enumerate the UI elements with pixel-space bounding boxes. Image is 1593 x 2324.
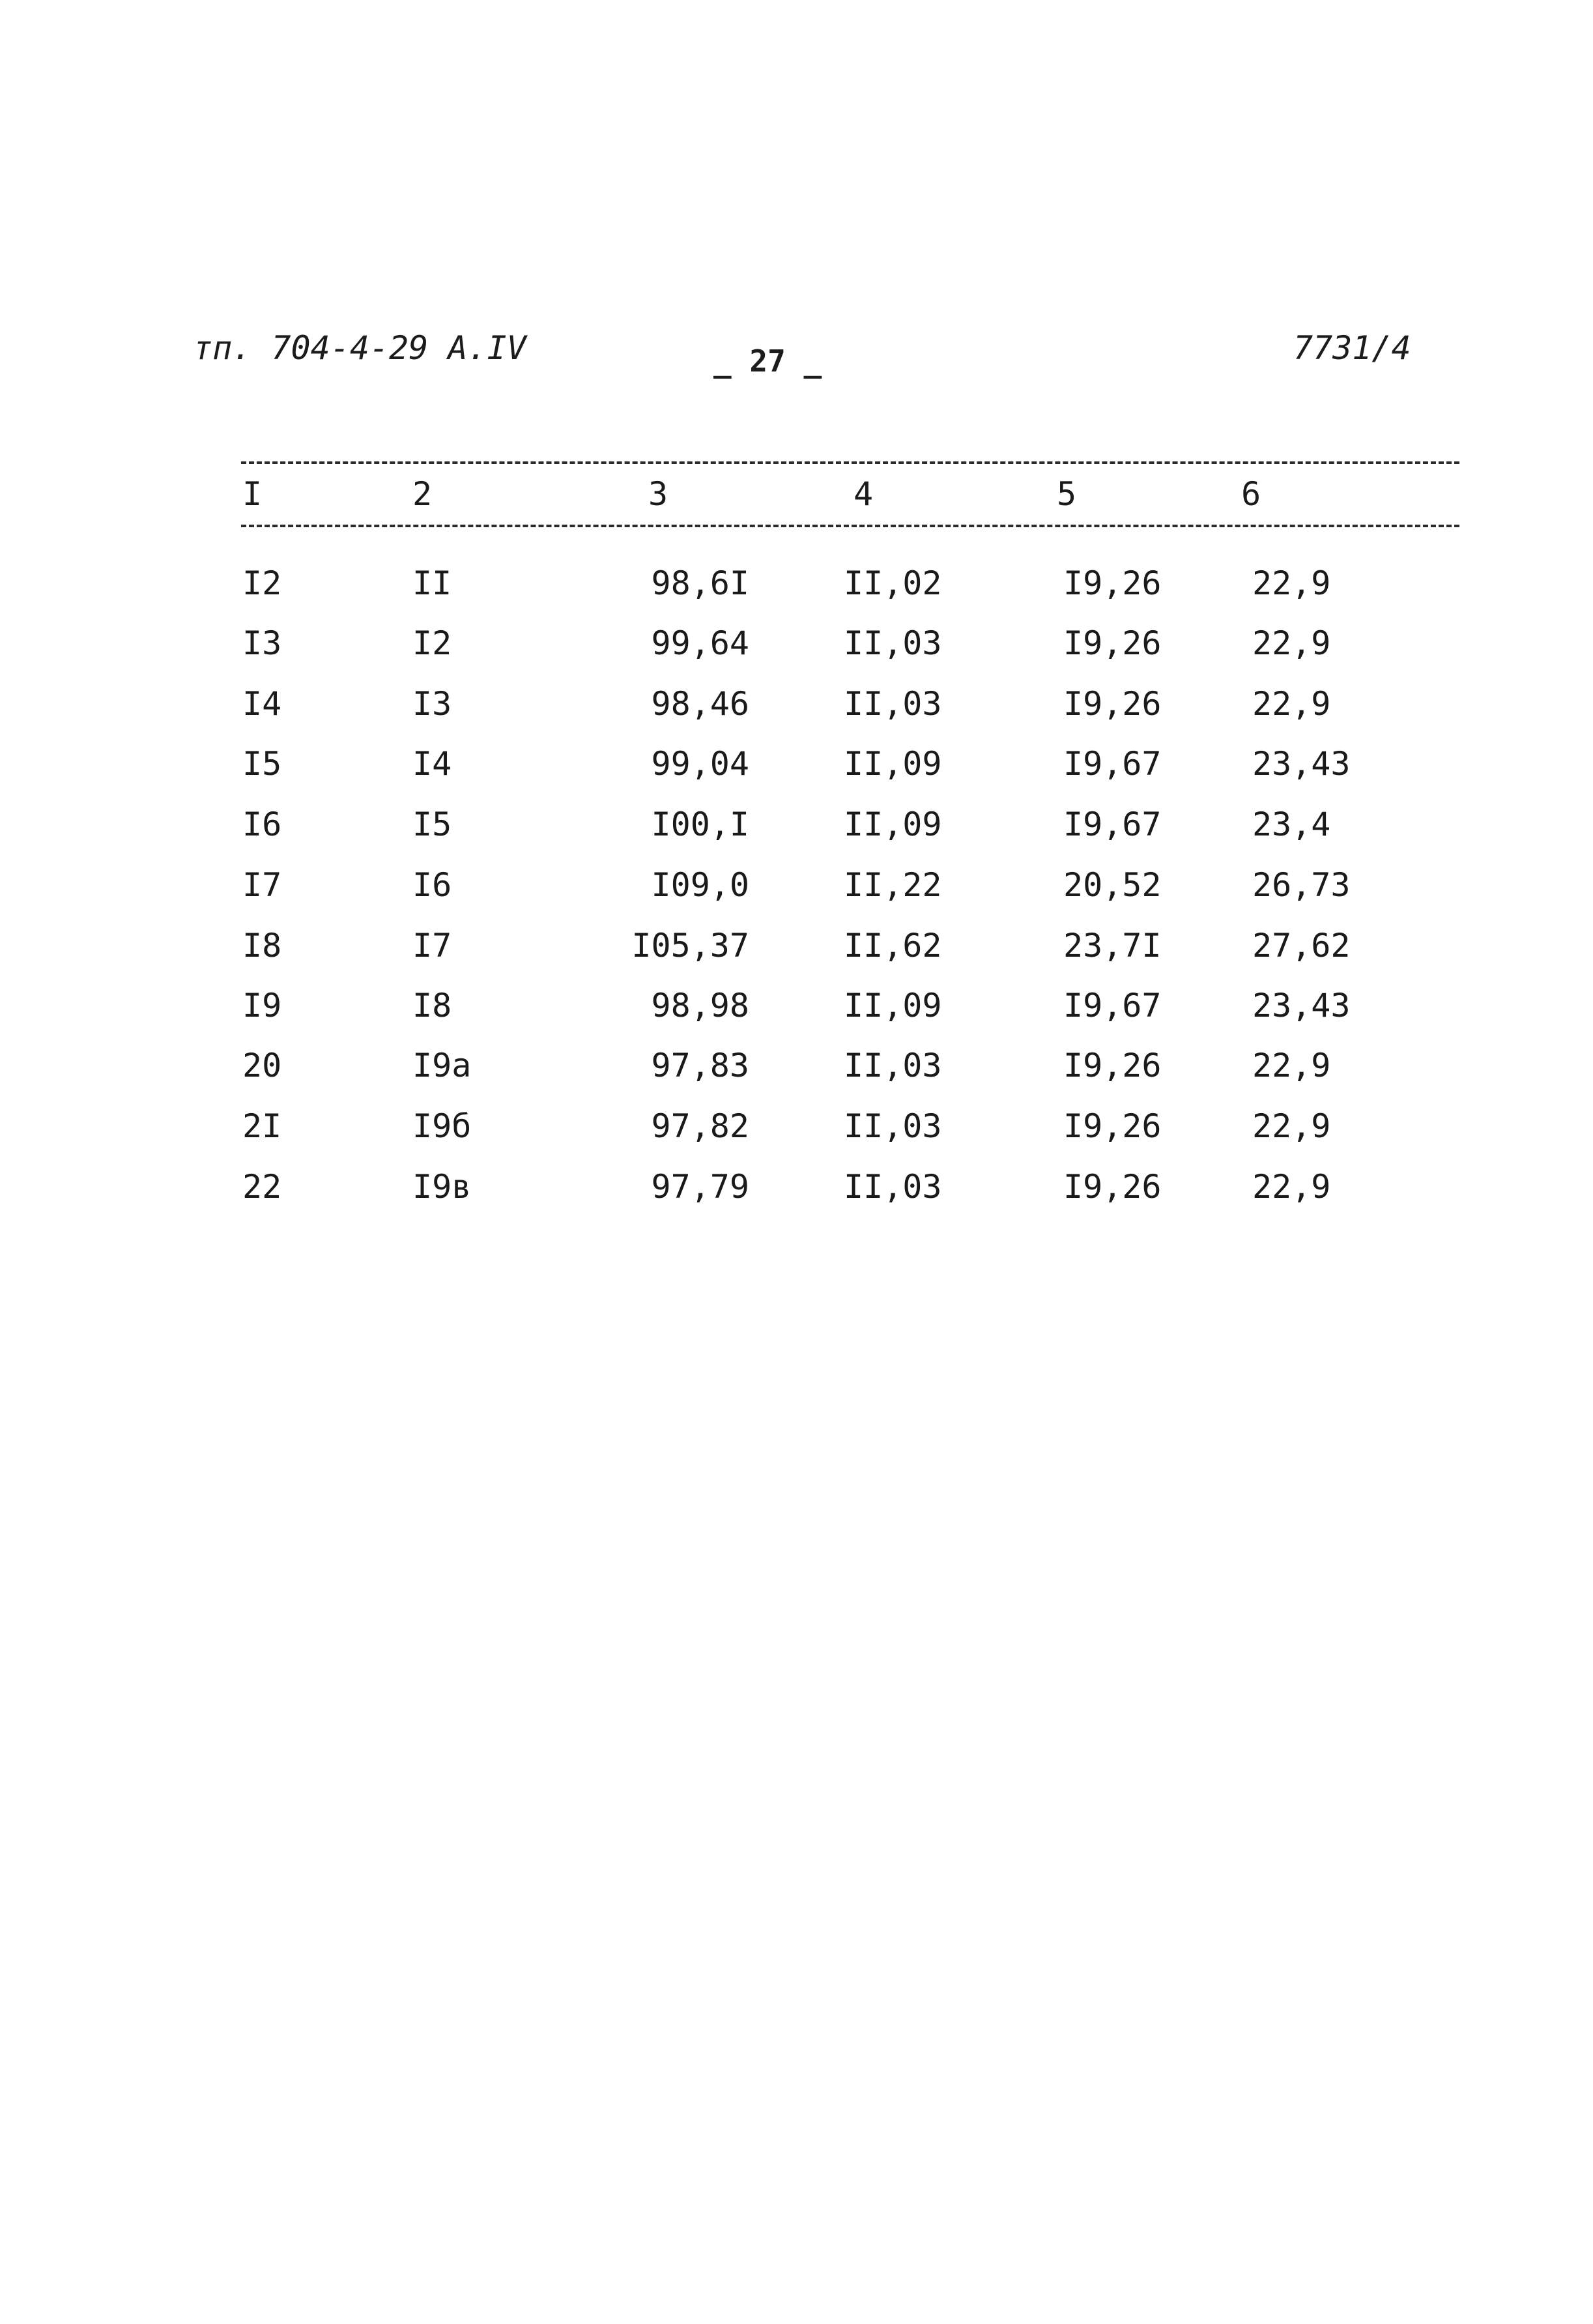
cell-col1: 20	[242, 1047, 282, 1084]
cell-col4: II,03	[844, 1107, 942, 1145]
cell-col3: I09,0	[651, 866, 749, 904]
cell-col1: I6	[242, 806, 282, 843]
cell-col2: I2	[412, 624, 452, 662]
cell-col4: II,09	[844, 745, 942, 783]
cell-col3: I00,I	[651, 806, 749, 843]
cell-col6: 23,43	[1252, 987, 1351, 1024]
cell-col3: 97,83	[651, 1047, 749, 1084]
cell-col1: I9	[242, 987, 282, 1024]
table-top-rule	[241, 461, 1459, 464]
cell-col3: I05,37	[631, 927, 749, 965]
cell-col2: I7	[412, 927, 452, 965]
cell-col6: 22,9	[1252, 1107, 1331, 1145]
cell-col5: I9,67	[1063, 806, 1162, 843]
cell-col6: 22,9	[1252, 564, 1331, 602]
cell-col1: I7	[242, 866, 282, 904]
cell-col6: 23,43	[1252, 745, 1351, 783]
cell-col2: II	[412, 564, 452, 602]
cell-col1: I5	[242, 745, 282, 783]
cell-col3: 98,46	[651, 685, 749, 723]
cell-col2: I9б	[412, 1107, 472, 1145]
cell-col5: I9,67	[1063, 987, 1162, 1024]
cell-col1: I4	[242, 685, 282, 723]
page-number: _ 27 _	[713, 343, 822, 379]
cell-col4: II,22	[844, 866, 942, 904]
table-row	[0, 929, 1593, 968]
table-row	[0, 989, 1593, 1028]
cell-col1: 22	[242, 1168, 282, 1206]
table-row	[0, 1107, 1593, 1149]
cell-col3: 97,82	[651, 1107, 749, 1145]
cell-col4: II,02	[844, 564, 942, 602]
table-row	[0, 808, 1593, 847]
cell-col6: 22,9	[1252, 624, 1331, 662]
table-header-rule	[241, 525, 1459, 527]
cell-col6: 22,9	[1252, 1047, 1331, 1084]
cell-col6: 22,9	[1252, 1168, 1331, 1206]
cell-col5: I9,26	[1063, 1168, 1162, 1206]
cell-col3: 98,6I	[651, 564, 749, 602]
cell-col4: II,03	[844, 685, 942, 723]
cell-col4: II,03	[844, 1047, 942, 1084]
cell-col2: I5	[412, 806, 452, 843]
column-header-6: 6	[1241, 475, 1261, 513]
table-row	[0, 866, 1593, 908]
cell-col6: 22,9	[1252, 685, 1331, 723]
cell-col1: 2I	[242, 1107, 282, 1145]
column-header-3: 3	[648, 475, 668, 513]
cell-col6: 27,62	[1252, 927, 1351, 965]
cell-col5: 20,52	[1063, 866, 1162, 904]
column-header-1: I	[242, 475, 263, 513]
cell-col3: 98,98	[651, 987, 749, 1024]
cell-col5: I9,26	[1063, 624, 1162, 662]
column-header-5: 5	[1057, 475, 1077, 513]
table-row	[0, 624, 1593, 666]
cell-col1: I3	[242, 624, 282, 662]
cell-col5: I9,26	[1063, 1107, 1162, 1145]
cell-col5: I9,67	[1063, 745, 1162, 783]
cell-col5: 23,7I	[1063, 927, 1162, 965]
cell-col4: II,03	[844, 1168, 942, 1206]
cell-col5: I9,26	[1063, 685, 1162, 723]
cell-col2: I8	[412, 987, 452, 1024]
cell-col4: II,09	[844, 987, 942, 1024]
table-row	[0, 564, 1593, 606]
cell-col4: II,09	[844, 806, 942, 843]
cell-col4: II,03	[844, 624, 942, 662]
cell-col5: I9,26	[1063, 1047, 1162, 1084]
cell-col5: I9,26	[1063, 564, 1162, 602]
cell-col2: I3	[412, 685, 452, 723]
cell-col1: I8	[242, 927, 282, 965]
table-row	[0, 1049, 1593, 1088]
cell-col2: I9а	[412, 1047, 472, 1084]
table-row	[0, 1170, 1593, 1210]
cell-col6: 23,4	[1252, 806, 1331, 843]
column-header-2: 2	[412, 475, 433, 513]
cell-col1: I2	[242, 564, 282, 602]
table-row	[0, 745, 1593, 787]
sheet-number: 7731/4	[1293, 329, 1411, 367]
column-header-4: 4	[854, 475, 874, 513]
cell-col6: 26,73	[1252, 866, 1351, 904]
cell-col2: I4	[412, 745, 452, 783]
cell-col4: II,62	[844, 927, 942, 965]
cell-col3: 99,64	[651, 624, 749, 662]
document-code: тп. 704-4-29 А.IV	[193, 329, 526, 367]
table-row	[0, 685, 1593, 727]
cell-col2: I9в	[412, 1168, 472, 1206]
cell-col3: 97,79	[651, 1168, 749, 1206]
cell-col2: I6	[412, 866, 452, 904]
cell-col3: 99,04	[651, 745, 749, 783]
